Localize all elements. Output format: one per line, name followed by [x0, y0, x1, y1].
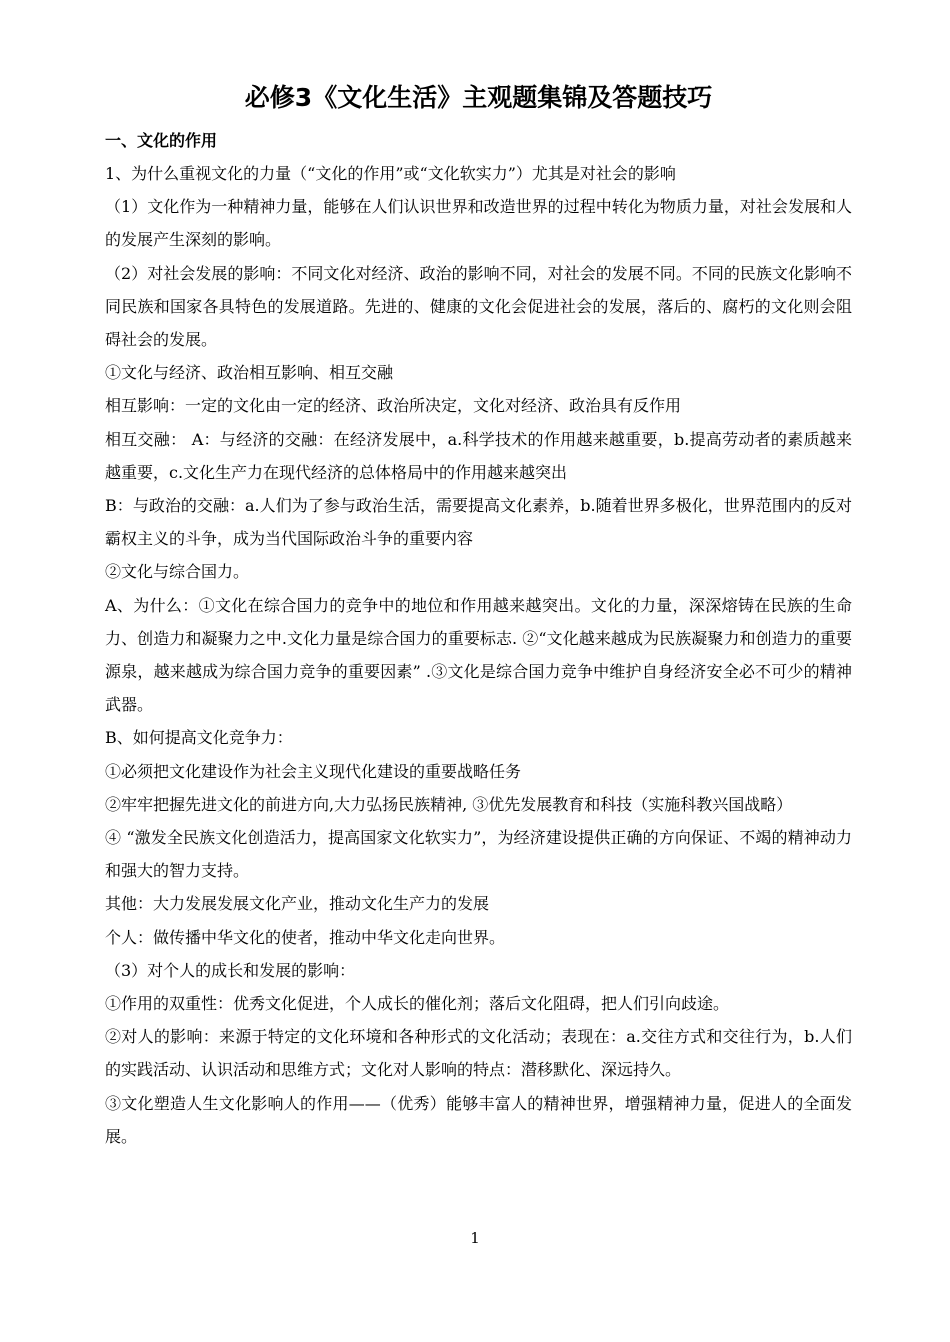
paragraph: B、如何提高文化竞争力：: [105, 728, 293, 748]
paragraph: A、为什么：①文化在综合国力的竞争中的地位和作用越来越突出。文化的力量，深深熔铸在民族的生命力、创造力和凝聚力之中.文化力量是综合国力的重要标志. ②“文化越来越成为民族凝聚力和创造力的重要源泉，越来越成为综合国力竞争的重要因素” .③文化是综合国力竞争中维护自身经济安全必不可少的精神武器。: [105, 595, 852, 715]
page-title: 必修3《文化生活》主观题集锦及答题技巧: [244, 83, 713, 112]
paragraph: ②文化与综合国力。: [105, 562, 250, 582]
paragraph: （3）对个人的成长和发展的影响：: [105, 960, 356, 980]
paragraph: 其他：大力发展发展文化产业，推动文化生产力的发展: [105, 894, 490, 914]
paragraph: （2）对社会发展的影响：不同文化对经济、政治的影响不同，对社会的发展不同。不同的民族文化影响不同民族和国家各具特色的发展道路。先进的、健康的文化会促进社会的发展，落后的、腐朽的文化则会阻碍社会的发展。: [105, 263, 852, 350]
paragraph: ①文化与经济、政治相互影响、相互交融: [105, 363, 394, 383]
paragraph: ①作用的双重性：优秀文化促进，个人成长的催化剂；落后文化阻碍，把人们引向歧途。: [105, 994, 730, 1014]
paragraph: 相互交融： A：与经济的交融：在经济发展中，a.科学技术的作用越来越重要，b.提高劳动者的素质越来越重要，c.文化生产力在现代经济的总体格局中的作用越来越突出: [105, 429, 852, 482]
paragraph: ③文化塑造人生文化影响人的作用——（优秀）能够丰富人的精神世界，增强精神力量，促进人的全面发展。: [105, 1093, 852, 1146]
paragraph: ②对人的影响：来源于特定的文化环境和各种形式的文化活动；表现在：a.交往方式和交往行为，b.人们的实践活动、认识活动和思维方式；文化对人影响的特点：潜移默化、深远持久。: [105, 1027, 852, 1080]
paragraph: （1）文化作为一种精神力量，能够在人们认识世界和改造世界的过程中转化为物质力量，对社会发展和人的发展产生深刻的影响。: [105, 197, 852, 250]
page-number: 1: [470, 1229, 480, 1247]
paragraph: 个人：做传播中华文化的使者，推动中华文化走向世界。: [105, 927, 506, 947]
paragraph: ②牢牢把握先进文化的前进方向,大力弘扬民族精神, ③优先发展教育和科技（实施科教兴国战略）: [105, 794, 793, 814]
body-text: [105, 157, 852, 1153]
paragraph: 1、为什么重视文化的力量（“文化的作用”或“文化软实力”）尤其是对社会的影响: [105, 164, 676, 183]
paragraph: ①必须把文化建设作为社会主义现代化建设的重要战略任务: [105, 761, 522, 781]
paragraph: B：与政治的交融：a.人们为了参与政治生活，需要提高文化素养，b.随着世界多极化，世界范围内的反对霸权主义的斗争，成为当代国际政治斗争的重要内容: [105, 496, 852, 549]
section-heading: 一、文化的作用: [105, 131, 218, 150]
paragraph: ④ “激发全民族文化创造活力，提高国家文化软实力”，为经济建设提供正确的方向保证、不竭的精神动力和强大的智力支持。: [105, 828, 852, 881]
paragraph: 相互影响：一定的文化由一定的经济、政治所决定，文化对经济、政治具有反作用: [105, 396, 682, 416]
